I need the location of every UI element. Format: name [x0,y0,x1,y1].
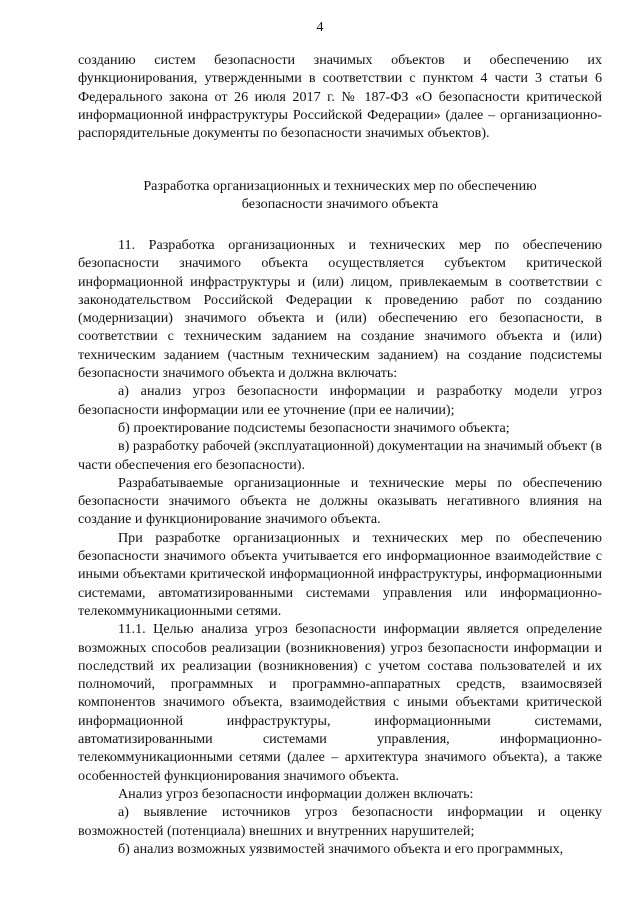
section-body [78,236,602,858]
section-heading [78,177,602,214]
list-item-v: в) разработку рабочей (эксплуатационной) документации на значимый объект (в части обеспечения его безопасности). [78,438,602,473]
page-number: 4 [316,20,324,35]
paragraph-interaction: При разработке организационных и технических мер по обеспечению безопасности значимого объекта учитывается его информационное взаимодействие с иными объектами критической информационной инфраструктуры, информационными системами, автоматизированными системами управления или информационно-телекоммуникационными сетями. [78,529,602,619]
paragraph-11-1: 11.1. Целью анализа угроз безопасности информации является определение возможных способов реализации (возникновения) угроз безопасности информации и последствий их реализации (возникновения) с учетом состава пользователей и их полномочий, программных и программно-аппаратных средств, взаимосвязей компонентов значимого объекта, взаимодействия с иными объектами критической информационной инфраструктуры, информационными системами, автоматизированными системами управления, информационно-телекоммуникационными сетями (далее – архитектура значимого объекта), а также особенностей функционирования значимого объекта. [78,621,602,784]
paragraph-measures-impact: Разрабатываемые организационные и технические меры по обеспечению безопасности значимого объекта не должны оказывать негативного влияния на создание и функционирование значимого объекта. [78,474,602,528]
list-item-b: б) проектирование подсистемы безопасности значимого объекта; [118,419,510,436]
analysis-item-b: б) анализ возможных уязвимостей значимого объекта и его программных, [118,840,564,857]
analysis-item-a: а) выявление источников угроз безопасности информации и оценку возможностей (потенциала) внешних и внутренних нарушителей; [78,804,602,839]
paragraph-11: 11. Разработка организационных и технических мер по обеспечению безопасности значимого объекта осуществляется субъектом критической информационной инфраструктуры и (или) лицом, привлекаемым в соответствии с законодательством Российской Федерации к проведению работ по созданию (модернизации) значимого объекта и (или) обеспечению его безопасности, в соответствии с техническим заданием на создание значимого объекта и (или) техническим заданием (частным техническим заданием) на создание подсистемы безопасности значимого объекта и должна включать: [78,237,602,382]
paragraph-analysis-includes: Анализ угроз безопасности информации должен включать: [118,785,474,802]
section-heading-line-2: безопасности значимого объекта [241,196,439,213]
list-item-a: а) анализ угроз безопасности информации и разработку модели угроз безопасности информации или ее уточнение (при ее наличии); [78,383,602,418]
intro-block [78,51,602,142]
section-heading-line-1: Разработка организационных и технических мер по обеспечению [143,178,537,194]
intro-paragraph: созданию систем безопасности значимых объектов и обеспечению их функционирования, утвержденными в соответствии с пунктом 4 части 3 статьи 6 Федерального закона от 26 июля 2017 г. № 187-ФЗ «О безопасности критической информационной инфраструктуры Российской Федерации» (далее – организационно-распорядительные документы по безопасности значимых объектов). [78,52,602,142]
